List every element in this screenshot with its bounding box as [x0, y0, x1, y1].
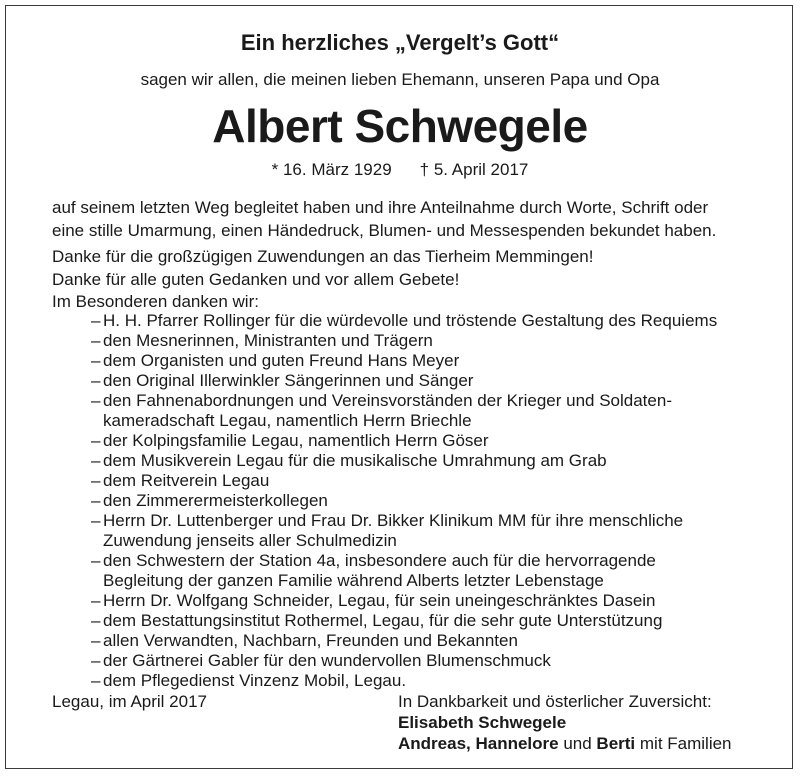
thanks-item [52, 611, 772, 631]
closing-line: In Dankbarkeit und österlicher Zuversicht: [398, 692, 712, 711]
thanks-item-line: dem Bestattungsinstitut Rothermel, Legau, für die sehr gute Unterstützung [103, 611, 663, 630]
thanks-item-text [103, 311, 772, 331]
thanks-item-text [103, 491, 772, 511]
thanks-item-line: dem Musikverein Legau für die musikalische Umrahmung am Grab [103, 451, 607, 470]
dash-bullet [52, 351, 103, 371]
deceased-name: Albert Schwegele [212, 100, 588, 152]
thanks-item [52, 331, 772, 351]
paragraph-line: Danke für die großzügigen Zuwendungen an das Tierheim Memmingen! [52, 247, 594, 266]
thanks-item-line: den Zimmerermeisterkollegen [103, 491, 328, 510]
signer-conjunction: und [558, 734, 597, 753]
thanks-item-line: der Kolpingsfamilie Legau, namentlich Herrn Göser [103, 431, 489, 450]
paragraph-line: eine stille Umarmung, einen Händedruck, Blumen- und Messespenden bekundet haben. [52, 221, 717, 240]
birth-date: * 16. März 1929 [271, 160, 392, 179]
thanks-item [52, 431, 772, 451]
thanks-item-line: den Schwestern der Station 4a, insbesondere auch für die hervorragende [103, 551, 656, 570]
thanks-item-line: kameradschaft Legau, namentlich Herrn Briechle [103, 411, 472, 430]
paragraph-line: Danke für alle guten Gedanken und vor allem Gebete! [52, 270, 460, 289]
thanks-item-text [103, 511, 772, 551]
dash-bullet [52, 551, 103, 591]
thanks-item-line: den Original Illerwinkler Sängerinnen und Sänger [103, 371, 474, 390]
thanks-item [52, 311, 772, 331]
thanks-item-line: dem Pflegedienst Vinzenz Mobil, Legau. [103, 671, 407, 690]
signer-name-berti: Berti [596, 734, 636, 753]
thanks-item-line: H. H. Pfarrer Rollinger für die würdevolle und tröstende Gestaltung des Requiems [103, 311, 718, 330]
thanks-item-line: der Gärtnerei Gabler für den wundervollen Blumenschmuck [103, 651, 551, 670]
dash-bullet [52, 431, 103, 451]
dash-bullet [52, 371, 103, 391]
dash-bullet [52, 671, 103, 691]
thanks-item-text [103, 331, 772, 351]
paragraph-line: auf seinem letzten Weg begleitet haben und ihre Anteilnahme durch Worte, Schrift oder [52, 198, 709, 217]
thanks-item-text [103, 431, 772, 451]
thanks-item-text [103, 611, 772, 631]
thanks-paragraph [52, 196, 762, 242]
thanks-item [52, 491, 772, 511]
dash-bullet [52, 491, 103, 511]
thanks-item [52, 511, 772, 551]
thanks-item [52, 671, 772, 691]
dash-bullet [52, 451, 103, 471]
dash-bullet [52, 651, 103, 671]
thanks-item-line: Herrn Dr. Wolfgang Schneider, Legau, für sein uneingeschränktes Dasein [103, 591, 656, 610]
thanks-intro: Im Besonderen danken wir: [52, 292, 259, 311]
thanks-item-line: den Mesnerinnen, Ministranten und Trägern [103, 331, 433, 350]
thanks-item-text [103, 351, 772, 371]
thanks-item-line: Begleitung der ganzen Familie während Alberts letzter Lebenstage [103, 571, 604, 590]
thanks-item-text [103, 371, 772, 391]
thanks-item [52, 351, 772, 371]
signer-family-line [398, 733, 778, 754]
place-date: Legau, im April 2017 [52, 692, 207, 711]
death-date: † 5. April 2017 [419, 160, 529, 179]
thanks-item-line: dem Reitverein Legau [103, 471, 270, 490]
thanks-list [52, 311, 772, 691]
thanks-item-text [103, 391, 772, 431]
dash-bullet [52, 611, 103, 631]
thanks-item-text [103, 551, 772, 591]
thanks-item-line: allen Verwandten, Nachbarn, Freunden und Bekannten [103, 631, 518, 650]
thanks-item [52, 391, 772, 431]
dash-bullet [52, 311, 103, 331]
thanks-item [52, 631, 772, 651]
thanks-item [52, 471, 772, 491]
intro-line: sagen wir allen, die meinen lieben Ehemann, unseren Papa und Opa [140, 70, 660, 89]
thanks-item [52, 371, 772, 391]
thanks-item [52, 451, 772, 471]
signer-names: Andreas, Hannelore [398, 734, 559, 753]
dash-bullet [52, 471, 103, 491]
dash-bullet [52, 391, 103, 431]
donation-paragraph [52, 245, 762, 291]
dash-bullet [52, 331, 103, 351]
life-dates [0, 159, 800, 181]
signer-suffix: mit Familien [635, 734, 732, 753]
thanks-item-text [103, 671, 772, 691]
thanks-item-text [103, 651, 772, 671]
thanks-item [52, 651, 772, 671]
dash-bullet [52, 591, 103, 611]
dash-bullet [52, 631, 103, 651]
thanks-item-text [103, 591, 772, 611]
notice-heading: Ein herzliches „Vergelt’s Gott“ [240, 30, 560, 55]
thanks-item [52, 551, 772, 591]
thanks-item-line: Herrn Dr. Luttenberger und Frau Dr. Bikker Klinikum MM für ihre menschliche [103, 511, 684, 530]
signature-block [398, 691, 778, 754]
thanks-item [52, 591, 772, 611]
thanks-item-text [103, 471, 772, 491]
signer-name: Elisabeth Schwegele [398, 713, 567, 732]
thanks-item-text [103, 451, 772, 471]
thanks-item-text [103, 631, 772, 651]
dash-bullet [52, 511, 103, 551]
thanks-item-line: Zuwendung jenseits aller Schulmedizin [103, 531, 397, 550]
thanks-item-line: dem Organisten und guten Freund Hans Meyer [103, 351, 460, 370]
thanks-item-line: den Fahnenabordnungen und Vereinsvorständen der Krieger und Soldaten- [103, 391, 672, 410]
